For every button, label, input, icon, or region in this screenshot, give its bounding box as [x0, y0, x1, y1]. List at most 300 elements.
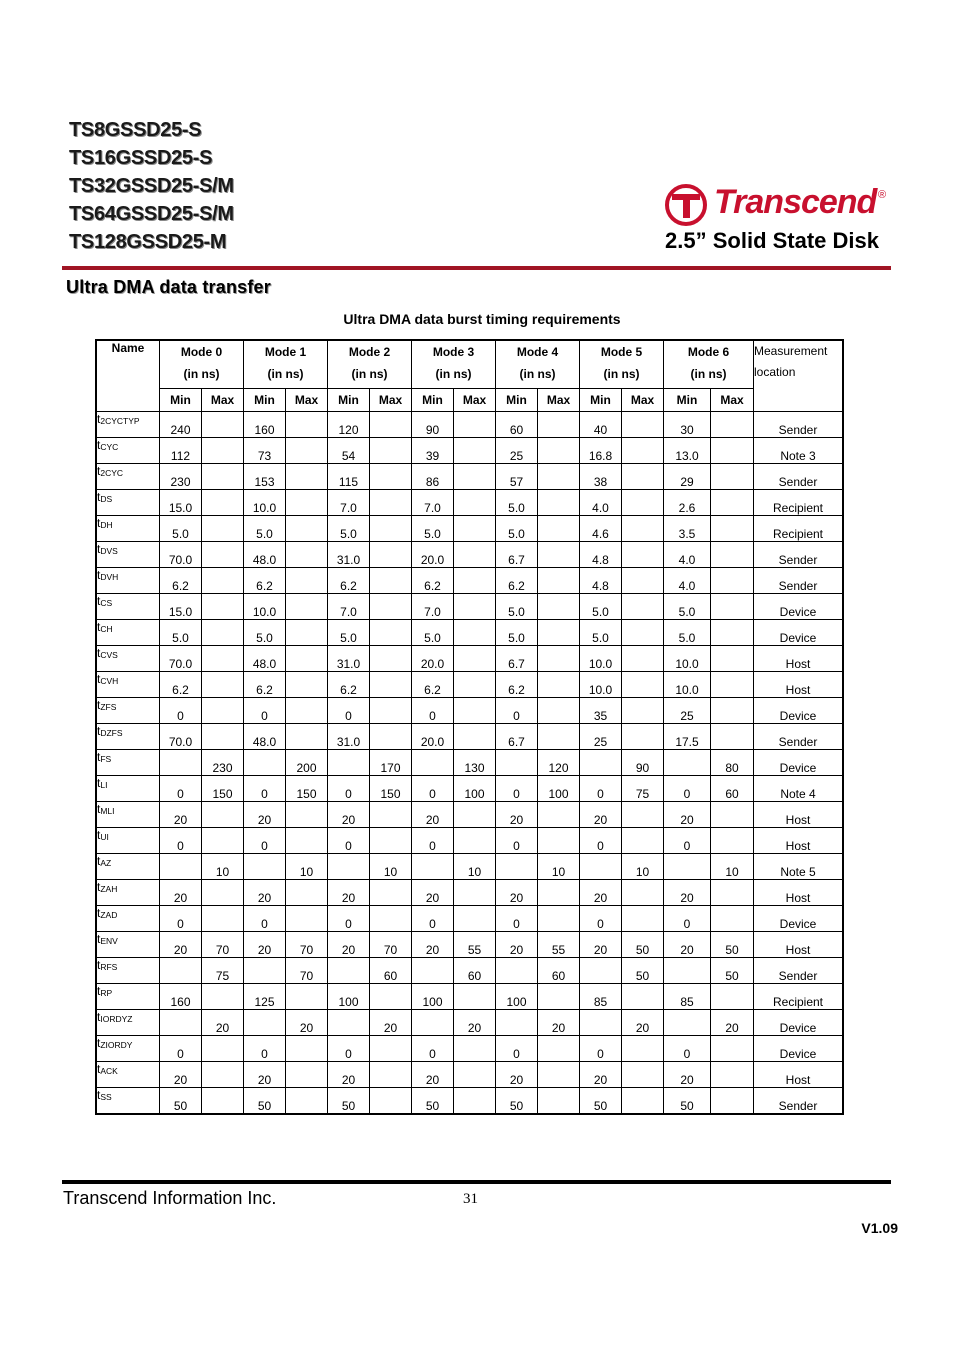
- max-value: [538, 984, 580, 1010]
- min-value: 20: [412, 1062, 454, 1088]
- max-value: [454, 906, 496, 932]
- max-value: [711, 464, 754, 490]
- max-value: [711, 490, 754, 516]
- max-value: [711, 1088, 754, 1115]
- max-value: [370, 828, 412, 854]
- min-value: 20: [160, 932, 202, 958]
- max-value: [370, 542, 412, 568]
- min-value: 5.0: [412, 620, 454, 646]
- max-value: [711, 1036, 754, 1062]
- product-title: 2.5” Solid State Disk: [665, 228, 879, 253]
- max-value: [538, 828, 580, 854]
- min-value: 6.2: [244, 672, 286, 698]
- max-value: [286, 984, 328, 1010]
- min-value: 20: [496, 932, 538, 958]
- max-value: [454, 594, 496, 620]
- parameter-name: [96, 672, 160, 698]
- min-value: 0: [580, 1036, 622, 1062]
- max-header: Max: [370, 388, 412, 411]
- parameter-symbol: t: [97, 646, 101, 660]
- max-value: 150: [370, 776, 412, 802]
- min-value: [412, 854, 454, 880]
- max-value: [622, 724, 664, 750]
- max-value: [202, 1062, 244, 1088]
- min-value: 85: [580, 984, 622, 1010]
- min-value: [160, 1010, 202, 1036]
- table-row: [96, 854, 843, 880]
- table-row: [96, 906, 843, 932]
- min-value: 20: [580, 1062, 622, 1088]
- min-value: 20: [496, 880, 538, 906]
- max-value: [622, 620, 664, 646]
- min-value: 20: [160, 802, 202, 828]
- min-value: 5.0: [496, 620, 538, 646]
- min-value: [580, 958, 622, 984]
- min-value: 15.0: [160, 594, 202, 620]
- parameter-subscript: IORDYZ: [100, 1014, 133, 1024]
- parameter-symbol: t: [97, 932, 101, 946]
- min-header: Min: [412, 388, 454, 411]
- max-value: [202, 672, 244, 698]
- parameter-symbol: t: [97, 906, 101, 920]
- measurement-location: Device: [754, 1010, 844, 1036]
- max-value: [711, 984, 754, 1010]
- min-value: 6.2: [160, 568, 202, 594]
- min-value: 5.0: [244, 620, 286, 646]
- parameter-name: [96, 906, 160, 932]
- max-value: [538, 698, 580, 724]
- min-value: 20: [328, 880, 370, 906]
- parameter-symbol: t: [97, 620, 101, 634]
- min-value: 112: [160, 438, 202, 464]
- max-value: [538, 672, 580, 698]
- min-value: 0: [244, 698, 286, 724]
- max-value: [370, 906, 412, 932]
- mode-label: Mode 6: [687, 345, 730, 359]
- table-row: [96, 542, 843, 568]
- min-value: 0: [412, 906, 454, 932]
- parameter-symbol: t: [97, 880, 101, 894]
- max-value: 100: [454, 776, 496, 802]
- min-value: 29: [664, 464, 711, 490]
- min-value: 0: [664, 1036, 711, 1062]
- table-row: [96, 672, 843, 698]
- min-value: 6.2: [328, 672, 370, 698]
- parameter-symbol: t: [97, 594, 101, 608]
- min-value: 20: [664, 932, 711, 958]
- min-value: 0: [412, 776, 454, 802]
- max-value: [454, 1062, 496, 1088]
- max-value: 10: [538, 854, 580, 880]
- min-value: 5.0: [328, 516, 370, 542]
- measurement-location: Sender: [754, 464, 844, 490]
- min-value: 15.0: [160, 490, 202, 516]
- parameter-name: [96, 1036, 160, 1062]
- parameter-symbol: t: [97, 1088, 101, 1102]
- min-value: 0: [664, 776, 711, 802]
- min-value: [412, 958, 454, 984]
- table-row: [96, 594, 843, 620]
- min-value: 240: [160, 412, 202, 438]
- parameter-symbol: t: [97, 776, 101, 790]
- min-value: [328, 958, 370, 984]
- max-value: [454, 984, 496, 1010]
- min-value: 31.0: [328, 724, 370, 750]
- parameter-name: [96, 1010, 160, 1036]
- min-value: [412, 750, 454, 776]
- parameter-symbol: t: [97, 984, 101, 998]
- measurement-header: Measurement location: [754, 340, 844, 412]
- min-value: [328, 854, 370, 880]
- min-value: 0: [244, 906, 286, 932]
- min-value: 0: [580, 906, 622, 932]
- max-value: 10: [454, 854, 496, 880]
- parameter-symbol: t: [97, 412, 101, 426]
- parameter-subscript: DVS: [100, 546, 118, 556]
- company-name: Transcend Information Inc.: [63, 1188, 277, 1208]
- max-value: 60: [538, 958, 580, 984]
- measurement-location: Host: [754, 932, 844, 958]
- measurement-location: Sender: [754, 412, 844, 438]
- min-value: 6.7: [496, 646, 538, 672]
- max-value: [202, 724, 244, 750]
- parameter-name: [96, 854, 160, 880]
- measurement-location: Device: [754, 750, 844, 776]
- transcend-logo: [664, 181, 894, 231]
- max-value: [711, 412, 754, 438]
- table-row: [96, 828, 843, 854]
- max-value: 100: [538, 776, 580, 802]
- min-value: 5.0: [664, 620, 711, 646]
- max-value: [622, 516, 664, 542]
- max-value: [370, 672, 412, 698]
- max-value: [538, 724, 580, 750]
- table-body: [96, 412, 843, 1115]
- parameter-symbol: t: [97, 750, 101, 764]
- max-value: [711, 646, 754, 672]
- max-value: [454, 828, 496, 854]
- min-value: 20: [244, 1062, 286, 1088]
- max-value: [202, 620, 244, 646]
- min-value: 20: [328, 932, 370, 958]
- min-value: 0: [328, 776, 370, 802]
- max-value: [286, 594, 328, 620]
- parameter-subscript: ZAD: [100, 910, 118, 920]
- max-value: [286, 906, 328, 932]
- max-value: [454, 464, 496, 490]
- max-value: [202, 1036, 244, 1062]
- measurement-location: Host: [754, 672, 844, 698]
- max-value: [370, 412, 412, 438]
- min-value: 5.0: [244, 516, 286, 542]
- max-value: [622, 568, 664, 594]
- parameter-subscript: DH: [100, 520, 113, 530]
- max-value: [286, 698, 328, 724]
- max-value: [454, 542, 496, 568]
- max-value: [538, 646, 580, 672]
- max-value: [454, 490, 496, 516]
- max-value: [202, 516, 244, 542]
- parameter-name: [96, 880, 160, 906]
- mode-header: [496, 340, 580, 388]
- max-value: [286, 1062, 328, 1088]
- max-value: [454, 724, 496, 750]
- min-header: Min: [664, 388, 711, 411]
- model-name: TS64GSSD25-S/M: [69, 203, 234, 225]
- min-value: 6.2: [328, 568, 370, 594]
- max-value: [454, 802, 496, 828]
- max-value: [538, 880, 580, 906]
- measurement-location: Sender: [754, 1088, 844, 1115]
- max-value: [286, 724, 328, 750]
- max-value: [202, 984, 244, 1010]
- min-value: 50: [244, 1088, 286, 1115]
- max-value: [454, 1088, 496, 1115]
- min-value: 7.0: [328, 594, 370, 620]
- max-value: [202, 698, 244, 724]
- max-header: Max: [286, 388, 328, 411]
- min-value: 17.5: [664, 724, 711, 750]
- max-value: [454, 568, 496, 594]
- min-value: 25: [580, 724, 622, 750]
- min-value: 125: [244, 984, 286, 1010]
- min-value: 0: [412, 1036, 454, 1062]
- max-value: 70: [286, 932, 328, 958]
- measurement-location: Device: [754, 906, 844, 932]
- measurement-location: Host: [754, 802, 844, 828]
- max-value: [711, 828, 754, 854]
- table-row: [96, 958, 843, 984]
- max-value: [286, 880, 328, 906]
- max-value: [538, 464, 580, 490]
- mode-unit: (in ns): [690, 367, 727, 381]
- min-value: 4.8: [580, 542, 622, 568]
- max-value: [538, 802, 580, 828]
- mode-header: [160, 340, 244, 388]
- parameter-symbol: t: [97, 516, 101, 530]
- min-value: 0: [328, 906, 370, 932]
- min-value: 20: [664, 1062, 711, 1088]
- timing-table: [95, 339, 844, 1115]
- parameter-subscript: SS: [100, 1092, 112, 1102]
- min-value: 20: [664, 880, 711, 906]
- parameter-subscript: ZFS: [100, 702, 117, 712]
- parameter-subscript: DS: [100, 494, 113, 504]
- min-value: 4.0: [664, 568, 711, 594]
- parameter-name: [96, 516, 160, 542]
- measurement-location: Note 3: [754, 438, 844, 464]
- section-title: Ultra DMA data transfer: [66, 277, 271, 297]
- table-row: [96, 1088, 843, 1115]
- table-caption: Ultra DMA data burst timing requirements: [343, 311, 621, 327]
- max-value: [622, 672, 664, 698]
- max-value: 70: [286, 958, 328, 984]
- max-value: 75: [202, 958, 244, 984]
- min-value: 0: [496, 776, 538, 802]
- max-value: 75: [622, 776, 664, 802]
- max-value: [202, 464, 244, 490]
- min-value: 5.0: [496, 490, 538, 516]
- min-value: 5.0: [580, 620, 622, 646]
- parameter-name: [96, 412, 160, 438]
- parameter-subscript: DVH: [100, 572, 119, 582]
- parameter-name: [96, 828, 160, 854]
- max-value: [286, 1088, 328, 1115]
- measurement-location: Host: [754, 646, 844, 672]
- parameter-subscript: CYC: [100, 442, 119, 452]
- max-value: [622, 594, 664, 620]
- table-row: [96, 776, 843, 802]
- registered-mark: ®: [878, 189, 887, 201]
- table-row: [96, 984, 843, 1010]
- parameter-name: [96, 438, 160, 464]
- min-value: 7.0: [328, 490, 370, 516]
- max-value: 90: [622, 750, 664, 776]
- max-value: [286, 828, 328, 854]
- table-head: [96, 340, 843, 412]
- max-value: 130: [454, 750, 496, 776]
- parameter-name: [96, 698, 160, 724]
- max-value: 50: [622, 932, 664, 958]
- min-value: 13.0: [664, 438, 711, 464]
- max-value: [370, 516, 412, 542]
- max-header: Max: [454, 388, 496, 411]
- min-value: 0: [244, 828, 286, 854]
- mode-header: [412, 340, 496, 388]
- measurement-location: Recipient: [754, 516, 844, 542]
- min-value: 0: [328, 828, 370, 854]
- min-value: 57: [496, 464, 538, 490]
- min-value: 20.0: [412, 724, 454, 750]
- max-value: [711, 672, 754, 698]
- parameter-subscript: CS: [100, 598, 113, 608]
- max-value: [202, 646, 244, 672]
- min-value: 6.7: [496, 724, 538, 750]
- min-value: 6.2: [160, 672, 202, 698]
- max-value: [711, 906, 754, 932]
- table-row: [96, 750, 843, 776]
- min-value: 0: [412, 828, 454, 854]
- min-value: 0: [496, 828, 538, 854]
- max-value: [622, 490, 664, 516]
- max-value: 20: [538, 1010, 580, 1036]
- table-row: [96, 932, 843, 958]
- min-value: 31.0: [328, 542, 370, 568]
- max-value: 10: [622, 854, 664, 880]
- max-header: Max: [202, 388, 244, 411]
- max-value: [538, 438, 580, 464]
- min-value: 20.0: [412, 646, 454, 672]
- parameter-name: [96, 464, 160, 490]
- max-value: [622, 464, 664, 490]
- max-value: [286, 646, 328, 672]
- measurement-location: Host: [754, 880, 844, 906]
- max-value: [454, 412, 496, 438]
- max-value: [711, 1062, 754, 1088]
- measurement-location: Device: [754, 1036, 844, 1062]
- min-value: 16.8: [580, 438, 622, 464]
- max-value: [711, 620, 754, 646]
- model-name: TS16GSSD25-S: [69, 147, 213, 169]
- parameter-symbol: t: [97, 828, 101, 842]
- header-divider: [62, 266, 891, 270]
- min-value: 10.0: [664, 646, 711, 672]
- parameter-name: [96, 750, 160, 776]
- measurement-location: Host: [754, 828, 844, 854]
- max-value: 20: [454, 1010, 496, 1036]
- max-value: [370, 1088, 412, 1115]
- parameter-name: [96, 724, 160, 750]
- parameter-symbol: t: [97, 698, 101, 712]
- max-value: [202, 828, 244, 854]
- minmax-row: [96, 388, 843, 411]
- min-value: 0: [328, 698, 370, 724]
- max-value: [711, 880, 754, 906]
- min-value: 4.8: [580, 568, 622, 594]
- table-row: [96, 880, 843, 906]
- min-value: 20: [580, 932, 622, 958]
- mode-label: Mode 4: [516, 345, 559, 359]
- mode-unit: (in ns): [435, 367, 472, 381]
- max-value: [286, 464, 328, 490]
- min-value: 20: [328, 1062, 370, 1088]
- max-value: [622, 412, 664, 438]
- max-value: 60: [370, 958, 412, 984]
- min-value: 20.0: [412, 542, 454, 568]
- parameter-subscript: CH: [100, 624, 113, 634]
- max-value: 60: [454, 958, 496, 984]
- min-value: 20: [580, 802, 622, 828]
- min-value: [580, 854, 622, 880]
- max-value: [202, 490, 244, 516]
- parameter-subscript: UI: [100, 832, 109, 842]
- max-value: [370, 594, 412, 620]
- min-value: 90: [412, 412, 454, 438]
- min-value: 5.0: [496, 594, 538, 620]
- max-value: [622, 438, 664, 464]
- max-value: [711, 516, 754, 542]
- min-value: [244, 1010, 286, 1036]
- max-value: 60: [711, 776, 754, 802]
- min-value: 35: [580, 698, 622, 724]
- max-value: 20: [370, 1010, 412, 1036]
- min-value: 6.2: [412, 568, 454, 594]
- min-value: 6.7: [496, 542, 538, 568]
- min-value: [328, 750, 370, 776]
- parameter-symbol: t: [97, 490, 101, 504]
- parameter-name: [96, 646, 160, 672]
- max-value: [286, 542, 328, 568]
- min-value: 120: [328, 412, 370, 438]
- footer-divider: [62, 1180, 891, 1184]
- min-value: [496, 750, 538, 776]
- min-value: 7.0: [412, 594, 454, 620]
- min-value: 0: [580, 828, 622, 854]
- version-label: V1.09: [861, 1220, 898, 1236]
- min-header: Min: [160, 388, 202, 411]
- min-value: 5.0: [580, 594, 622, 620]
- max-value: [538, 1088, 580, 1115]
- max-value: [454, 620, 496, 646]
- mode-unit: (in ns): [603, 367, 640, 381]
- measurement-location: Device: [754, 620, 844, 646]
- min-header: Min: [244, 388, 286, 411]
- min-value: [244, 750, 286, 776]
- table-row: [96, 802, 843, 828]
- min-value: 6.2: [496, 568, 538, 594]
- min-value: 5.0: [160, 516, 202, 542]
- header-row: [96, 340, 843, 388]
